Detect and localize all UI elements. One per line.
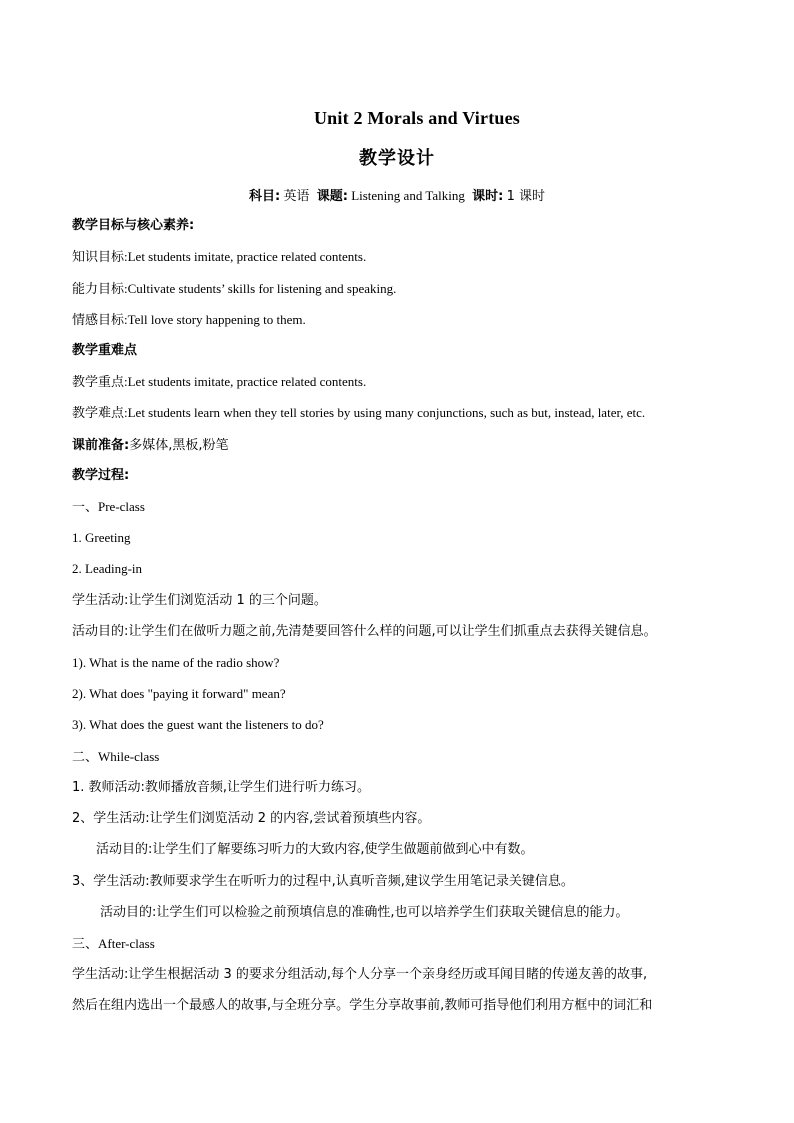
leading-in-item: 2. Leading-in [72,561,143,576]
hours-key: 课时: [472,189,504,204]
process-heading: 教学过程: [72,468,130,483]
while-step-2-goal: 活动目的:让学生们了解要练习听力的大致内容,使学生做题前做到心中有数。 [96,842,534,857]
preparation-line [72,435,228,456]
hours-value: 1 课时 [506,189,545,204]
title-english: Unit 2 Morals and Virtues [313,108,520,128]
while-class-heading: 二、While-class [72,749,160,764]
subject-key: 科目: [249,189,281,204]
activity-goal-1: 活动目的:让学生们在做听力题之前,先清楚要回答什么样的问题,可以让学生们抓重点去获得关键信息。 [72,624,657,639]
course-info [0,186,794,207]
question-2: 2). What does "paying it forward" mean? [72,686,286,701]
keypoints-heading: 教学重难点 [72,343,138,358]
question-3: 3). What does the guest want the listeners to do? [72,717,324,732]
subject-value: 英语 [283,189,310,204]
objective-ability: 能力目标:Cultivate students’ skills for listening and speaking. [72,281,397,296]
greeting-item: 1. Greeting [72,530,131,545]
while-step-3: 3、学生活动:教师要求学生在听听力的过程中,认真听音频,建议学生用笔记录关键信息。 [72,874,574,889]
while-step-3-goal: 活动目的:让学生们可以检验之前预填信息的准确性,也可以培养学生们获取关键信息的能力。 [100,905,629,920]
objective-emotion: 情感目标:Tell love story happening to them. [72,312,306,327]
after-class-heading: 三、After-class [72,936,155,951]
teaching-focus: 教学重点:Let students imitate, practice related contents. [72,374,367,389]
objective-knowledge: 知识目标:Let students imitate, practice related contents. [72,249,367,264]
prep-items: 多媒体,黑板,粉笔 [129,438,229,453]
topic-key: 课题: [316,189,348,204]
question-1: 1). What is the name of the radio show? [72,655,280,670]
student-activity-1: 学生活动:让学生们浏览活动 1 的三个问题。 [72,593,327,608]
objectives-heading: 教学目标与核心素养: [72,218,195,233]
prep-heading: 课前准备: [72,438,130,453]
while-step-2: 2、学生活动:让学生们浏览活动 2 的内容,尝试着预填些内容。 [72,811,431,826]
pre-class-heading: 一、Pre-class [72,499,145,514]
topic-value: Listening and Talking [351,188,465,203]
title-chinese: 教学设计 [359,148,435,169]
after-class-line-2: 然后在组内选出一个最感人的故事,与全班分享。学生分享故事前,教师可指导他们利用方框中的词汇和 [72,998,653,1013]
while-step-1: 1. 教师活动:教师播放音频,让学生们进行听力练习。 [72,780,371,795]
after-class-line-1: 学生活动:让学生根据活动 3 的要求分组活动,每个人分享一个亲身经历或耳闻目睹的传递友善的故事, [72,967,648,982]
teaching-difficulty: 教学难点:Let students learn when they tell stories by using many conjunctions, such as but, instead, later, etc. [72,405,646,420]
